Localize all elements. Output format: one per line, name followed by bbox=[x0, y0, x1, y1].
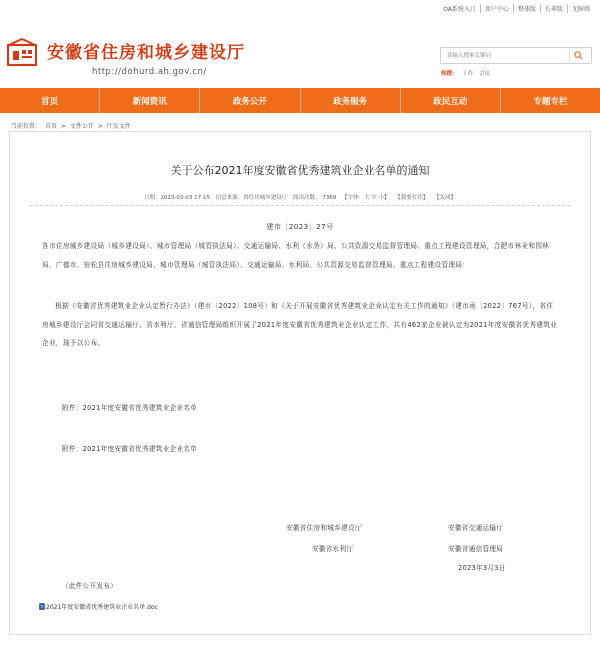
document-number: 建市〔2023〕27号 bbox=[266, 223, 334, 231]
building-logo-icon bbox=[7, 38, 37, 66]
hot-word-item[interactable]: 工作 bbox=[462, 71, 474, 77]
user-center-link[interactable]: 用户中心 bbox=[480, 4, 513, 13]
hot-word-item[interactable]: 会议 bbox=[479, 71, 491, 77]
addressees-paragraph: 各市住房城乡建设局（城乡建设局）、城市管理局（城管执法局）、交通运输局、水利（水务）局、公共资源交易监督管理局、重点工程建设管理局，合肥市林业和园林局，广德市、宿松县住房城乡建设局、城市管理局（城管执法局）、交通运输局、水利局、公共资源交易监督管理局、重点工程建设管理局： bbox=[42, 242, 550, 269]
attachment-filename[interactable]: 2021年度安徽省优秀建筑业企业名单.doc bbox=[46, 604, 158, 611]
breadcrumb-home[interactable]: 首页 bbox=[44, 123, 57, 130]
article-meta bbox=[0, 193, 600, 201]
article-container bbox=[9, 131, 591, 635]
standard-version-link[interactable]: 整体版 bbox=[513, 4, 540, 13]
breadcrumb-separator: > bbox=[60, 123, 66, 130]
signature-housing-dept: 安徽省住房和城乡建设厅 bbox=[286, 524, 362, 532]
close-button[interactable]: 【关闭】 bbox=[434, 195, 457, 201]
attachment-download-link[interactable] bbox=[39, 602, 158, 611]
site-header bbox=[0, 16, 600, 86]
meta-divider bbox=[30, 205, 570, 206]
search-icon bbox=[574, 51, 583, 60]
signature-comm-admin: 安徽省通信管理局 bbox=[448, 545, 504, 553]
signature-date: 2023年3月3日 bbox=[458, 564, 506, 572]
accessibility-link[interactable]: 无障碍 bbox=[567, 4, 594, 13]
breadcrumb bbox=[11, 121, 133, 130]
attachment-line: 附件：2021年度安徽省优秀建筑业企业名单 bbox=[62, 404, 198, 412]
breadcrumb-file-disclosure[interactable]: 文件公开 bbox=[69, 123, 94, 130]
meta-views: 阅读次数： 7369 bbox=[293, 195, 337, 201]
publish-note: （此件公开发布） bbox=[62, 582, 118, 590]
breadcrumb-dept-documents[interactable]: 厅发文件 bbox=[106, 123, 131, 130]
nav-item-government-affairs[interactable]: 政务公开 bbox=[200, 88, 300, 113]
top-utility-bar bbox=[0, 0, 600, 16]
nav-item-news[interactable]: 新闻资讯 bbox=[100, 88, 200, 113]
article-title: 关于公布2021年度安徽省优秀建筑业企业名单的通知 bbox=[170, 164, 430, 177]
search-input[interactable] bbox=[441, 49, 569, 63]
breadcrumb-separator: > bbox=[97, 123, 103, 130]
signature-water-dept: 安徽省水利厅 bbox=[312, 545, 354, 553]
elder-version-link[interactable]: 长辈版 bbox=[540, 4, 567, 13]
signature-transport-dept: 安徽省交通运输厅 bbox=[448, 524, 504, 532]
breadcrumb-prefix: 当前位置： bbox=[11, 123, 42, 130]
nav-item-interaction[interactable]: 政民互动 bbox=[401, 88, 501, 113]
oa-entry-link[interactable]: OA系统入口 bbox=[443, 5, 476, 13]
nav-item-home[interactable]: 首页 bbox=[0, 88, 100, 113]
body-paragraph: 根据《安徽省优秀建筑业企业认定暂行办法》（建市〔2022〕108号）和《关于开展安徽省优秀建筑业企业认定有关工作的通知》（建市函〔2022〕767号），省住房城乡建设厅会同省交通运输厅、省水利厅、省通信管理局组织开展了2021年度安徽省优秀建筑业企业认定工作，共有462家企业被认定为2021年度安徽省优秀建筑业企业，现予以公布。 bbox=[42, 302, 558, 347]
main-nav bbox=[0, 88, 600, 113]
meta-date: 日期：2023-03-03 17:15 bbox=[143, 195, 210, 201]
hot-search-words bbox=[441, 69, 494, 77]
site-url: http://dohurd.ah.gov.cn/ bbox=[92, 67, 207, 77]
attachment-line: 附件：2021年度安徽省优秀建筑业企业名单 bbox=[62, 445, 198, 453]
search-button[interactable] bbox=[569, 48, 587, 63]
site-title[interactable]: 安徽省住房和城乡建设厅 bbox=[47, 43, 245, 63]
doc-file-icon bbox=[39, 603, 45, 610]
print-button[interactable]: 【我要打印】 bbox=[395, 195, 429, 201]
meta-source: 信息来源：省住房城乡建设厅 bbox=[215, 195, 288, 201]
search-box bbox=[440, 47, 592, 64]
nav-item-special-topics[interactable]: 专题专栏 bbox=[533, 96, 568, 107]
font-size-control[interactable]: 【字体：大 中 小】 bbox=[342, 195, 390, 201]
nav-item-government-services[interactable]: 政务服务 bbox=[301, 88, 401, 113]
hot-search-label: 热搜： bbox=[441, 71, 458, 77]
